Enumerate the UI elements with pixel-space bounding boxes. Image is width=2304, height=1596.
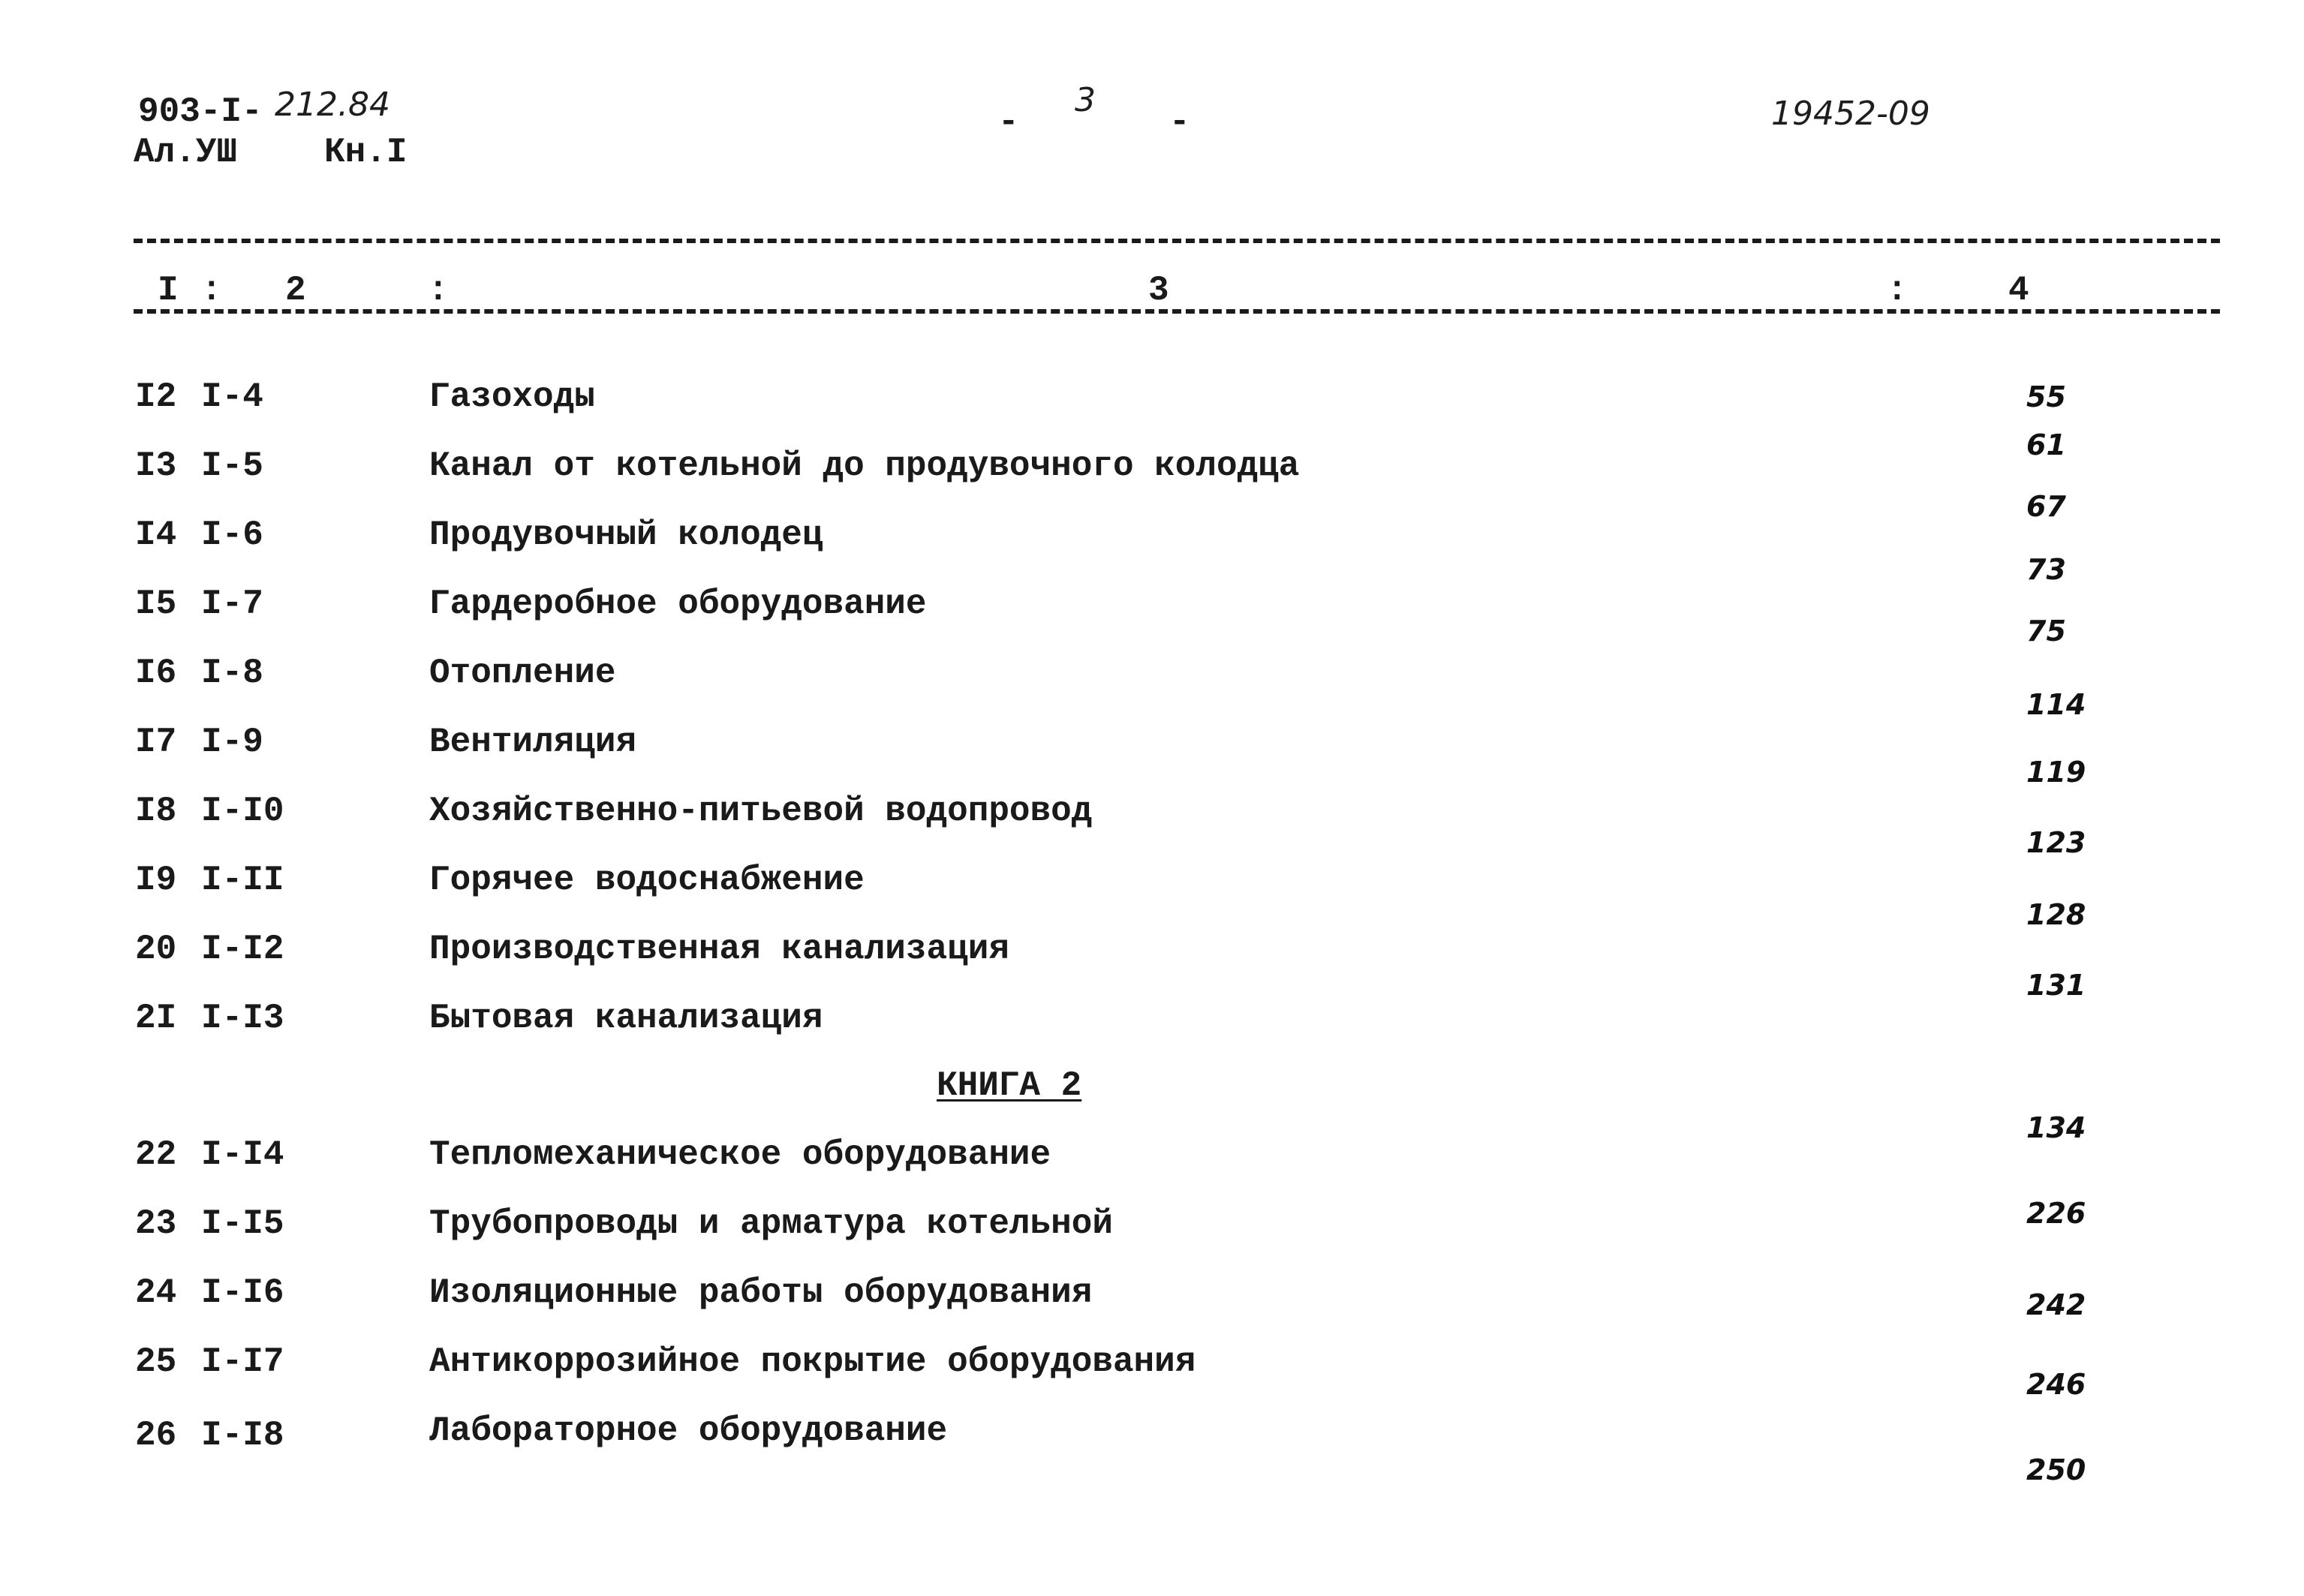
project-code-handwritten: 212.84 [275, 86, 390, 124]
page-number-dash-right: - [1169, 103, 1190, 142]
row-number: I9 [135, 861, 177, 900]
row-page: 73 [2026, 553, 2066, 586]
row-code: I-6 [201, 515, 263, 555]
row-title: Изоляционные работы оборудования [429, 1273, 1093, 1312]
row-number: 24 [135, 1273, 177, 1312]
column-header-3: 3 [1148, 271, 1169, 310]
row-number: 22 [135, 1135, 177, 1174]
row-code: I-8 [201, 654, 263, 693]
column-header-2: 2 [285, 271, 306, 310]
row-title: Вентиляция [429, 723, 637, 762]
book-label: Кн.I [324, 133, 408, 172]
row-number: I4 [135, 515, 177, 555]
row-page: 134 [2026, 1111, 2086, 1144]
album-label: Ал.УШ [134, 133, 238, 172]
row-title: Канал от котельной до продувочного колодца [429, 446, 1300, 485]
row-title: Продувочный колодец [429, 515, 823, 555]
row-title: Отопление [429, 654, 616, 693]
column-header-separator-2: : [428, 271, 449, 310]
row-page: 114 [2026, 688, 2086, 721]
row-code: I-I4 [201, 1135, 284, 1174]
page-number: 3 [1075, 81, 1096, 119]
row-code: I-I0 [201, 792, 284, 831]
project-code-prefix: 903-I- [138, 92, 263, 131]
column-header-4: 4 [2008, 271, 2029, 310]
row-code: I-5 [201, 446, 263, 485]
table-header-rule [134, 309, 2220, 314]
row-page: 119 [2026, 756, 2086, 789]
row-code: I-9 [201, 723, 263, 762]
row-code: I-I5 [201, 1204, 284, 1243]
row-page: 131 [2026, 969, 2086, 1002]
column-header-separator-3: : [1887, 271, 1908, 310]
row-title: Бытовая канализация [429, 999, 823, 1038]
row-number: I7 [135, 723, 177, 762]
row-title: Производственная канализация [429, 930, 1009, 969]
row-code: I-I6 [201, 1273, 284, 1312]
row-number: I8 [135, 792, 177, 831]
row-page: 226 [2026, 1197, 2086, 1230]
row-page: 250 [2026, 1453, 2086, 1486]
row-title: Тепломеханическое оборудование [429, 1135, 1051, 1174]
row-title: Горячее водоснабжение [429, 861, 865, 900]
row-code: I-I8 [201, 1416, 284, 1455]
row-page: 75 [2026, 615, 2066, 648]
row-page: 246 [2026, 1368, 2086, 1401]
row-code: I-I7 [201, 1342, 284, 1381]
row-page: 55 [2026, 380, 2066, 413]
column-header-separator-1: : [201, 271, 222, 310]
row-page: 123 [2026, 826, 2086, 859]
row-number: I5 [135, 585, 177, 624]
row-number: 26 [135, 1416, 177, 1455]
section-heading: КНИГА 2 [937, 1066, 1082, 1105]
page-number-dash-left: - [998, 103, 1019, 142]
row-title: Хозяйственно-питьевой водопровод [429, 792, 1093, 831]
row-number: 2I [135, 999, 177, 1038]
table-top-rule [134, 239, 2220, 243]
row-code: I-7 [201, 585, 263, 624]
row-code: I-4 [201, 377, 263, 416]
row-number: 25 [135, 1342, 177, 1381]
row-number: 23 [135, 1204, 177, 1243]
row-title: Газоходы [429, 377, 595, 416]
row-page: 128 [2026, 898, 2086, 931]
row-number: I2 [135, 377, 177, 416]
row-page: 61 [2026, 428, 2066, 461]
row-number: 20 [135, 930, 177, 969]
column-header-1: I [158, 271, 179, 310]
row-number: I6 [135, 654, 177, 693]
row-page: 242 [2026, 1288, 2086, 1321]
row-code: I-I2 [201, 930, 284, 969]
document-number: 19452-09 [1771, 95, 1930, 133]
row-title: Антикоррозийное покрытие оборудования [429, 1342, 1196, 1381]
row-code: I-II [201, 861, 284, 900]
row-title: Трубопроводы и арматура котельной [429, 1204, 1113, 1243]
row-page: 67 [2026, 490, 2066, 523]
row-code: I-I3 [201, 999, 284, 1038]
row-title: Лабораторное оборудование [429, 1411, 948, 1450]
row-title: Гардеробное оборудование [429, 585, 927, 624]
row-number: I3 [135, 446, 177, 485]
